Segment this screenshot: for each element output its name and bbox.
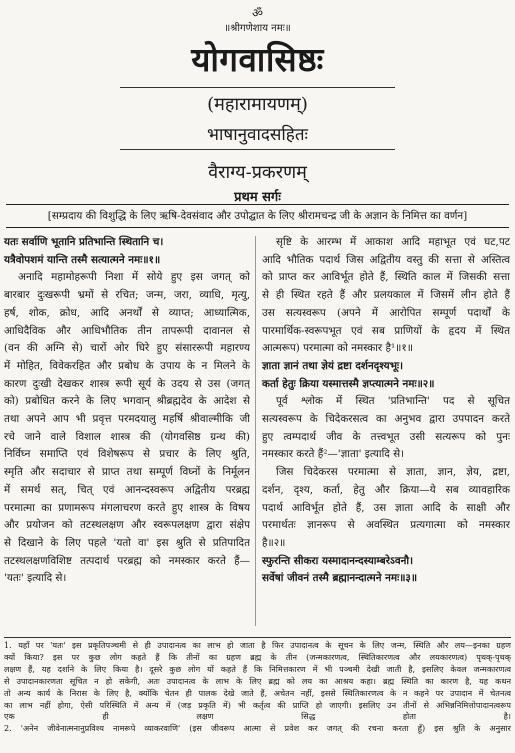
commentary-line: कारण दुःखी देखकर शास्त्र रूपी सूर्य के उदय से उस (जगत् bbox=[4, 377, 250, 390]
sanskrit-verse-line: कर्ता हेतुः क्रिया यस्मात्तस्मै ज्ञप्त्यात्मने नमः॥२॥ bbox=[262, 377, 435, 390]
footnote-line: 2. 'अनेन जीवेनात्मनानुप्रविश्य नामरूपे व्याकरवाणि' (इस जीवरूप आत्मा से प्रवेश कर जगत् की रचना करता हूँ) इस श्रुति के अनुसार bbox=[4, 723, 511, 734]
commentary-line: अनादि महामोहरूपी निशा में सोये हुए इस जगत् को bbox=[18, 271, 250, 284]
footnote-line: क्यों किया? इस पर कुछ लोग कहते हैं कि तीनों का ग्रहण ब्रह्म के तीन (जन्मकारणत्व, स्थितिकारणत्व और लयकारणत्व) पृथक्-पृथक् bbox=[4, 651, 511, 662]
om-symbol: ॐ bbox=[252, 6, 263, 20]
commentary-line: रचे जाने वाले विशाल शास्त्र की (योगवसिष्ठ ग्रन्थ की) bbox=[4, 430, 250, 443]
column-divider bbox=[255, 236, 256, 626]
commentary-line: पूर्व श्लोक में स्थित 'प्रतिभान्ति' पद से सूचित bbox=[276, 395, 510, 408]
commentary-line: पदार्थ आविर्भूत होते हैं, उस ज्ञाता आदि के साक्षी और bbox=[262, 501, 510, 514]
sanskrit-verse-line: यतः सर्वाणि भूतानि प्रतिभान्ति स्थितानि च। bbox=[4, 236, 164, 248]
commentary-line: को प्राप्त कर आविर्भूत होते हैं, स्थिति काल में जिसकी सत्ता bbox=[262, 271, 510, 284]
commentary-line: हर्ष, शोक, क्रोध, आदि अनर्थों से व्याप्त; आध्यात्मिक, bbox=[4, 306, 250, 319]
commentary-line: से ही स्थित रहते हैं और प्रलयकाल में जिसमें लीन होते हैं bbox=[262, 289, 510, 302]
footnote-line: एक ही लक्षण सिद्ध होता है। bbox=[4, 711, 511, 722]
section-title: वैराग्य-प्रकरणम् bbox=[208, 162, 307, 183]
left-column bbox=[4, 234, 250, 588]
commentary-line: और प्रयोजन को तटस्थलक्षण और स्वरूपलक्षण द्वारा संक्षेप bbox=[4, 519, 250, 532]
invocation: ॥श्रीगणेशाय नमः॥ bbox=[224, 23, 291, 34]
commentary-line: सत्यस्वरूप के चिदेकरसत्व का अनुभव द्वारा उपपादन करते bbox=[262, 413, 510, 426]
commentary-line: पारमार्थिक-स्वरूपभूत एवं सब प्राणियों के हृदय में स्थित bbox=[262, 324, 510, 337]
commentary-line: तटस्थलक्षणविशिष्ट तत्पदार्थ परब्रह्म को नमस्कार करते हैं— bbox=[4, 554, 250, 567]
commentary-line: आदि भौतिक पदार्थ जिस अद्वितीय वस्तु की सत्ता से अस्तित्व bbox=[262, 253, 510, 266]
commentary-line: जिस चिदेकरस परमात्मा से ज्ञाता, ज्ञान, ज्ञेय, द्रष्टा, bbox=[276, 466, 510, 479]
commentary-line: आत्मरूप) परमात्मा को नमस्कार है¹॥१॥ bbox=[262, 342, 414, 355]
sanskrit-verse-line: ज्ञाता ज्ञानं तथा ज्ञेयं द्रष्टा दर्शनदृश्यभूः। bbox=[262, 359, 404, 372]
commentary-line: है॥२॥ bbox=[262, 536, 286, 549]
commentary-line: सृष्टि के आरम्भ में आकाश आदि महाभूत एवं घट,पट bbox=[276, 236, 510, 248]
commentary-line: परमात्मा का प्रणामरूप मंगलाचरण करते हुए शास्त्र के विषय bbox=[4, 501, 250, 514]
commentary-line: 'यतः' इत्यादि से। bbox=[4, 572, 67, 585]
commentary-line: से दिखाने के लिए पहले 'यतो वा' इस श्रुति से प्रतिपादित bbox=[4, 536, 250, 549]
footnote-rule bbox=[4, 637, 511, 638]
commentary-line: नमस्कार करते हैं²—'ज्ञाता' इत्यादि से। bbox=[262, 448, 405, 461]
book-subtitle: (महारामायणम्) bbox=[207, 94, 308, 115]
book-subtitle-translation: भाषानुवादसहितः bbox=[207, 125, 308, 145]
footnotes bbox=[4, 640, 511, 735]
commentary-line: (वन की अग्नि से) चारों ओर घिरे हुए संसाररूपी महारण्य bbox=[4, 342, 250, 355]
commentary-line: उस सत्यस्वरूप (अपने में आरोपित सम्पूर्ण पदार्थों के bbox=[262, 306, 510, 319]
footnote-line: तो अन्य कार्य के निरास के लिए है, क्योंकि चेतन ही पालक देखे जाते हैं, अचेतन नहीं, इससे स्थितिकारणत्व के न कहने पर उपादान में चेतनत्व bbox=[4, 687, 511, 698]
sanskrit-verse-line: स्फुरन्ति सीकरा यस्मादानन्दस्याम्बरेऽवनौ। bbox=[262, 554, 414, 567]
title-rule bbox=[120, 87, 395, 88]
book-title: योगवासिष्ठः bbox=[191, 40, 324, 79]
footnote-line: 1. यहाँ पर 'यतः' इस प्रकृतिपञ्चमी से ही उपादानत्व का लाभ हो जाता है फिर उपादानत्व के सूचन के लिए जन्म, स्थिति और लय—इनका ग्रहण bbox=[4, 640, 511, 650]
footnote-line: लक्षण हैं, यह दर्शाने के लिए किया है। दूसरे कुछ लोग यों कहते हैं कि निमित्तकारण में भी पञ्चमी देखी जाती है, इसलिए केवल जन्मकारणत्व bbox=[4, 663, 511, 674]
commentary-line: आधिदैविक और आधिभौतिक तीन तापरूपी दावानल से bbox=[4, 324, 250, 337]
commentary-line: दर्शन, दृश्य, कर्ता, हेतु और क्रिया—ये सब व्यावहारिक bbox=[262, 483, 510, 496]
commentary-line: परमार्थतः ज्ञानरूप से अवस्थित प्रत्यगात्मा को नमस्कार bbox=[262, 519, 510, 532]
footnote-line: से उपादानकारणता सूचित न हो सकेगी, अतः उपादानत्व के लाभ के लिए ब्रह्म को लय का आश्रय कहा। ब्रह्म स्थिति का कारण है, यह कथन bbox=[4, 675, 511, 686]
chapter-title: प्रथम सर्गः bbox=[234, 190, 281, 205]
commentary-line: तथा अपने आप भी प्रवृत्त परमदयालु महर्षि श्रीवाल्मीकि जी bbox=[4, 413, 250, 426]
commentary-line: में समर्थ सत्, चित् एवं आनन्दस्वरूप अद्वितीय परब्रह्म bbox=[4, 483, 250, 496]
commentary-line: स्मृति और सदाचार से प्राप्त तथा सम्पूर्ण विघ्नों के निर्मूलन bbox=[4, 466, 250, 479]
right-column bbox=[262, 234, 510, 588]
commentary-line: को) प्रबोधित करने के लिए भगवान् श्रीब्रह्मदेव के आदेश से bbox=[4, 395, 250, 408]
commentary-line: निर्विघ्न समाप्ति एवं विशेषरूप से प्रचार के लिए श्रुति, bbox=[4, 448, 250, 461]
footnote-line: का लाभ नहीं होगा, ऐसी परिस्थिति में अन्य में (जड़ प्रकृति में) भी कर्तृत्व की प्राप्ति हो जाएगी। इसलिए उन तीनों से अभिन्ननिमित्तोपादानत्वरूप bbox=[4, 699, 511, 710]
commentary-line: हुए त्वम्पदार्थ जीव के तत्त्वभूत उसी सत्यरूप को पुनः bbox=[262, 430, 510, 443]
sanskrit-verse-line: सर्वेषां जीवनं तस्मै ब्रह्मानन्दात्मने नमः॥३॥ bbox=[262, 572, 418, 585]
sanskrit-verse-line: यत्रैवोपशमं यान्ति तस्मै सत्यात्मने नमः॥१॥ bbox=[4, 253, 161, 266]
chapter-summary: [सम्प्रदाय की विशुद्धि के लिए ऋषि-देवसंवाद और उपोद्घात के लिए श्रीरामचन्द्र जी के अज्ञान के निमित्त का वर्णन] bbox=[6, 204, 509, 228]
commentary-line: बारबार दुःखरूपी भ्रमों से रचित; जन्म, जरा, व्याधि, मृत्यु, bbox=[4, 289, 250, 302]
subtitle-rule bbox=[120, 149, 395, 150]
commentary-line: में मोहित, विवेकरहित और प्रबोध के उपाय के न मिलने के bbox=[4, 359, 250, 372]
